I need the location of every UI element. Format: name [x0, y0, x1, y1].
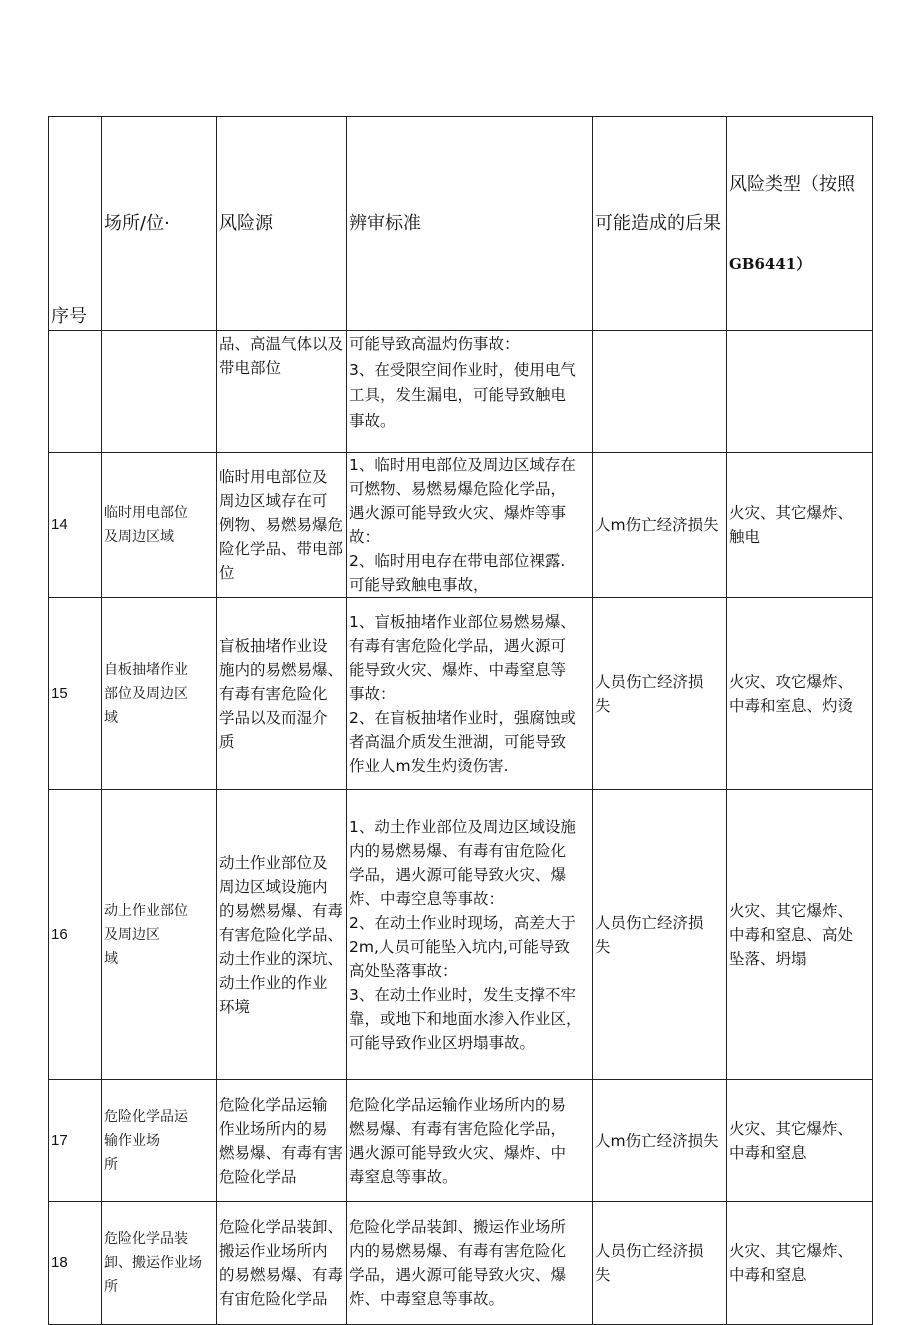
row-14-consequence-cell: 人m伤亡经济损失 [593, 453, 727, 598]
row-16-place-cell: 动上作业部位 及周边区 域 [102, 790, 217, 1080]
header-type-line2: GB6441） [729, 255, 812, 273]
row-15-source-cell: 盲板抽堵作业设 施内的易燃易爆、 有毒有害危险化 学品以及而湿介 质 [217, 598, 347, 790]
row-17-type-cell: 火灾、其它爆炸、 中毒和窒息 [727, 1080, 873, 1202]
row-16-criteria-cell: 1、动土作业部位及周边区域设施 内的易燃易爆、有毒有宙危险化 学品，遇火源可能导致火灾、爆 炸、中毒空息等事故： 2、在动土作业时现场，高差大于 2m,人员可能坠入坑内,可能导致 高处坠落事故： 3、在动土作业时，发生支撑不牢 靠，或地下和地面水渗入作业区， 可能导致作业区坍塌事故。 [347, 790, 593, 1080]
row-cont-place-cell [102, 331, 217, 453]
row-17-consequence-cell: 人m伤亡经济损失 [593, 1080, 727, 1202]
header-consequence: 可能造成的后果 [593, 117, 727, 331]
table-row [49, 1080, 873, 1202]
row-15-type-cell: 火灾、攻它爆炸、 中毒和室息、灼烫 [727, 598, 873, 790]
row-17-place-cell: 危险化学品运 输作业场 所 [102, 1080, 217, 1202]
row-17-source-cell: 危险化学品运输 作业场所内的易 燃易爆、有毒有害 危险化学品 [217, 1080, 347, 1202]
header-type-line1: 风险类型（按照 [729, 174, 855, 195]
header-place: 场所/位· [102, 117, 217, 331]
row-16-consequence-cell: 人员伤亡经济损 失 [593, 790, 727, 1080]
row-cont-no-cell [49, 331, 102, 453]
row-14-no-cell: 14 [49, 453, 102, 598]
row-cont-consequence-cell [593, 331, 727, 453]
row-18-type-cell: 火灾、其它爆炸、 中毒和窒息 [727, 1202, 873, 1325]
row-16-type-cell: 火灾、其它爆炸、 中毒和窒息、高处 坠落、坍塌 [727, 790, 873, 1080]
table-row [49, 1202, 873, 1325]
row-18-source-cell: 危险化学品装卸、 搬运作业场所内 的易燃易爆、有毒 有宙危险化学品 [217, 1202, 347, 1325]
row-14-place-cell: 临时用电部位 及周边区域 [102, 453, 217, 598]
row-14-criteria-cell: 1、临时用电部位及周边区域存在 可燃物、易燃易爆危险化学品， 遇火源可能导致火灾、爆炸等事 故： 2、临时用电存在带电部位裸露. 可能导致触电事故， [347, 453, 593, 598]
header-source: 风险源 [217, 117, 347, 331]
header-criteria: 辨审标准 [347, 117, 593, 331]
row-17-criteria-cell: 危险化学品运输作业场所内的易 燃易爆、有毒有害危险化学品， 遇火源可能导致火灾、爆炸、中 毒窒息等事故。 [347, 1080, 593, 1202]
row-18-place-cell: 危险化学品装 卸、搬运作业场 所 [102, 1202, 217, 1325]
row-15-place-cell: 自板抽堵作业 部位及周边区 域 [102, 598, 217, 790]
table-row [49, 453, 873, 598]
row-14-type-cell: 火灾、其它爆炸、 触电 [727, 453, 873, 598]
row-18-criteria-cell: 危险化学品装卸、搬运作业场所 内的易燃易爆、有毒有害危险化 学品，遇火源可能导致火灾、爆 炸、中毒窒息等事故。 [347, 1202, 593, 1325]
row-16-no-cell: 16 [49, 790, 102, 1080]
table-row [49, 790, 873, 1080]
header-type [727, 117, 873, 331]
table-row [49, 598, 873, 790]
row-15-consequence-cell: 人员伤亡经济损 失 [593, 598, 727, 790]
row-18-no-cell: 18 [49, 1202, 102, 1325]
row-15-criteria-cell: 1、盲板抽堵作业部位易燃易爆、 有毒有害危险化学品，遇火源可 能导致火灾、爆炸、中毒窒息等 事故： 2、在盲板抽堵作业时，强腐蚀或 者高温介质发生泄湖，可能导致 作业人m发生灼烫伤害. [347, 598, 593, 790]
row-17-no-cell: 17 [49, 1080, 102, 1202]
table-header-row [49, 117, 873, 331]
row-16-source-cell: 动土作业部位及 周边区域设施内 的易燃易爆、有毒 有害危险化学品、 动土作业的深坑、 动土作业的作业 环境 [217, 790, 347, 1080]
row-15-no-cell: 15 [49, 598, 102, 790]
row-14-source-cell: 临时用电部位及 周边区域存在可 例物、易燃易爆危 险化学品、带电部 位 [217, 453, 347, 598]
header-no: 序号 [49, 117, 102, 331]
row-18-consequence-cell: 人员伤亡经济损 失 [593, 1202, 727, 1325]
table-row [49, 331, 873, 453]
row-cont-type-cell [727, 331, 873, 453]
risk-table [48, 116, 873, 1325]
row-cont-source-cell: 品、高温气体以及 带电部位 [217, 331, 347, 453]
row-cont-criteria-cell: 可能导致高温灼伤事故： 3、在受限空间作业时，使用电气 工具，发生漏电，可能导致触电 事故。 [347, 331, 593, 453]
